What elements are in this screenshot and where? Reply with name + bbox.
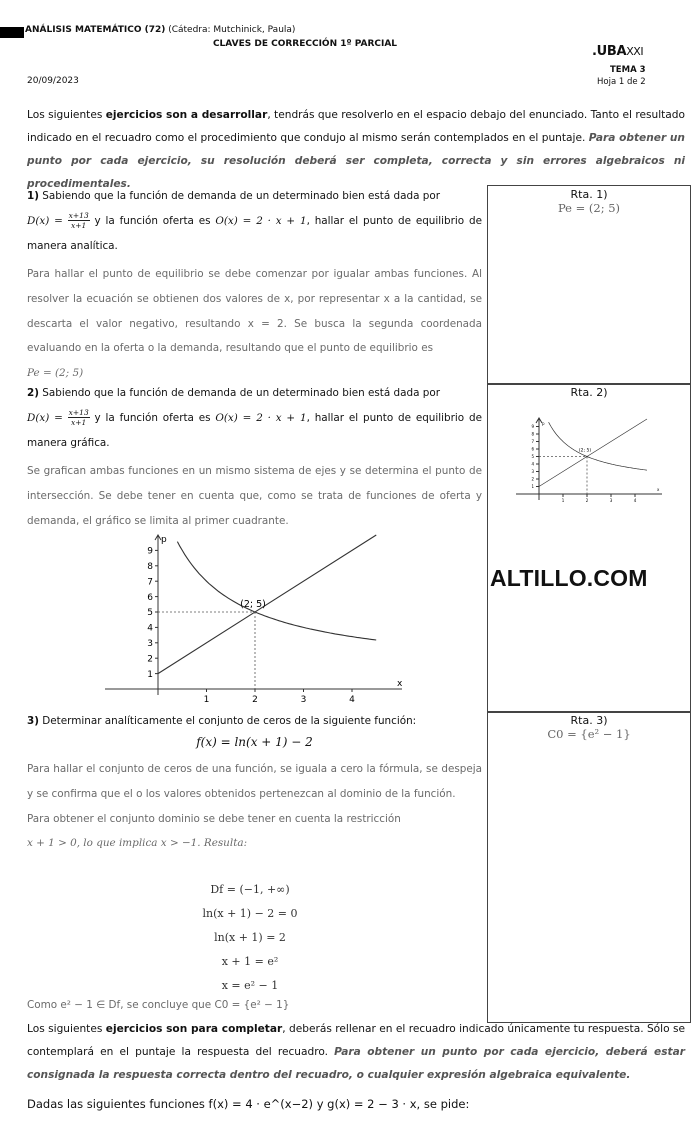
y-tick-label: 3 bbox=[147, 638, 153, 649]
answer-box-2 bbox=[487, 383, 691, 713]
step-5: x = e² − 1 bbox=[221, 979, 279, 992]
exercise-2-statement: 2) Sabiendo que la función de demanda de un determinado bien está dada por D(x) = $\frac{x+13}{x+1}$ y la función oferta es O(x) = 2 · x + 1, hallar el punto de equilibrio de manera gráfica. bbox=[27, 387, 482, 449]
demand-fraction-2: $\frac{x+13}{x+1}$ bbox=[68, 408, 89, 428]
y-tick-label: 2 bbox=[531, 476, 534, 482]
y-tick-label: 5 bbox=[531, 453, 534, 459]
y-axis-label: p bbox=[542, 421, 545, 426]
x-tick-label: 4 bbox=[349, 695, 355, 705]
watermark: ALTILLO.COM bbox=[490, 565, 648, 591]
exercise-3-function: f(x) = ln(x + 1) − 2 bbox=[196, 735, 313, 749]
intro-paragraph: Los siguientes ejercicios son a desarrollar, tendrás que resolverlo en el espacio debajo del enunciado. Tanto el resultado indicado en el recuadro como el procedimiento que condujo al mismo serán contemplados en el puntaje. Para obtener un punto por cada ejercicio, su resolución deberá ser completa, correcta y sin errores algebraicos ni procedimentales. bbox=[27, 109, 685, 190]
equilibrium-point-label: (2; 5) bbox=[578, 448, 592, 454]
x-tick-label: 4 bbox=[633, 498, 637, 503]
tema-label: TEMA 3 bbox=[610, 65, 646, 75]
y-tick-label: 7 bbox=[147, 577, 153, 588]
x-tick-label: 3 bbox=[300, 695, 307, 705]
answer-2-mini-graph bbox=[514, 414, 664, 504]
exercise-3-steps bbox=[100, 878, 400, 998]
x-tick-label: 1 bbox=[561, 498, 565, 503]
step-2: ln(x + 1) − 2 = 0 bbox=[202, 907, 298, 920]
exam-title: CLAVES DE CORRECCIÓN 1º PARCIAL bbox=[212, 39, 398, 49]
y-tick-label: 6 bbox=[531, 446, 534, 452]
equilibrium-point-label: (2; 5) bbox=[240, 599, 266, 610]
answer-box-3 bbox=[487, 711, 691, 1023]
x-tick-label: 2 bbox=[252, 695, 258, 705]
y-tick-label: 3 bbox=[531, 468, 534, 474]
x-axis-label: x bbox=[657, 487, 660, 492]
y-tick-label: 7 bbox=[531, 438, 534, 444]
demand-fraction: $\frac{x+13}{x+1}$ bbox=[68, 211, 89, 231]
step-4: x + 1 = e² bbox=[221, 955, 279, 968]
x-tick-label: 1 bbox=[203, 695, 210, 705]
step-3: ln(x + 1) = 2 bbox=[214, 931, 286, 944]
answer-3-label: Rta. 3) bbox=[570, 714, 608, 727]
answer-3-value: C0 = {e² − 1} bbox=[547, 727, 631, 741]
y-tick-label: 4 bbox=[147, 623, 153, 634]
y-tick-label: 1 bbox=[147, 669, 153, 680]
y-axis-label: p bbox=[161, 535, 167, 545]
y-tick-label: 8 bbox=[531, 431, 534, 437]
y-tick-label: 4 bbox=[531, 461, 534, 467]
exercise-2-solution: Se grafican ambas funciones en un mismo sistema de ejes y se determina el punto de intersección. Se debe tener en cuenta que, como se trata de funciones de oferta y demanda, el gráfico se limita al primer cuadrante. bbox=[27, 465, 482, 527]
supply-line bbox=[158, 535, 376, 674]
answer-1-label: Rta. 1) bbox=[570, 188, 608, 201]
outro-paragraph: Los siguientes ejercicios son para completar, deberás rellenar en el recuadro indicado únicamente tu respuesta. Sólo se contemplará en el puntaje la respuesta del recuadro. Para obtener un punto por cada ejercicio, deberá estar consignada la respuesta correcta dentro del recuadro, o cualquier expresión algebraica equivalente. bbox=[27, 1023, 686, 1081]
demand-curve bbox=[549, 422, 647, 470]
y-tick-label: 1 bbox=[531, 483, 534, 489]
y-tick-label: 6 bbox=[147, 592, 153, 603]
step-1: Df = (−1, +∞) bbox=[210, 883, 290, 896]
y-tick-label: 8 bbox=[147, 561, 153, 572]
page-counter: Hoja 1 de 2 bbox=[597, 77, 646, 87]
demand-curve bbox=[177, 542, 376, 640]
exercise-3-solution: Para hallar el conjunto de ceros de una función, se iguala a cero la fórmula, se despeja y se confirma que el o los valores obtenidos pertenezcan al dominio de la función. Para obtener el conjunto dominio se debe tener en cuenta la restricción x + 1 > 0, lo que implica x > −1. Resulta: bbox=[27, 763, 482, 850]
outro-functions: Dadas las siguientes funciones f(x) = 4 · e^(x−2) y g(x) = 2 − 3 · x, se pide: bbox=[27, 1097, 470, 1111]
y-tick-label: 5 bbox=[147, 608, 153, 619]
header-black-bar bbox=[0, 27, 24, 38]
uba-logo: .UBAXXI bbox=[592, 44, 644, 59]
y-tick-label: 9 bbox=[147, 546, 153, 557]
equilibrium-graph bbox=[100, 530, 410, 710]
x-axis-label: x bbox=[397, 679, 403, 689]
course-title: ANÁLISIS MATEMÁTICO (72) (Cátedra: Mutchinick, Paula) bbox=[25, 25, 296, 35]
y-tick-label: 2 bbox=[147, 654, 153, 665]
supply-line bbox=[539, 419, 647, 487]
answer-box-1 bbox=[487, 185, 691, 385]
x-tick-label: 3 bbox=[609, 498, 613, 503]
exercise-3-statement: 3) Determinar analíticamente el conjunto de ceros de la siguiente función: bbox=[27, 715, 417, 727]
exam-date: 20/09/2023 bbox=[27, 76, 79, 86]
exercise-1-statement: 1) Sabiendo que la función de demanda de un determinado bien está dada por D(x) = $\frac{x+13}{x+1}$ y la función oferta es O(x) = 2 · x + 1, hallar el punto de equilibrio de manera analítica. bbox=[27, 190, 482, 252]
exercise-3-conclusion: Como e² − 1 ∈ Df, se concluye que C0 = {e² − 1} bbox=[27, 999, 290, 1011]
x-tick-label: 2 bbox=[585, 498, 589, 503]
y-tick-label: 9 bbox=[531, 423, 534, 429]
answer-2-label: Rta. 2) bbox=[570, 386, 608, 399]
answer-1-value: Pe = (2; 5) bbox=[557, 201, 621, 215]
exercise-1-solution: Para hallar el punto de equilibrio se debe comenzar por igualar ambas funciones. Al resolver la ecuación se obtienen dos valores de x, por representar x a la cantidad, se descarta el valor negativo, resultando x = 2. Se busca la segunda coordenada evaluando en la oferta o la demanda, resultando que el punto de equilibrio es Pe = (2; 5) bbox=[27, 268, 482, 380]
